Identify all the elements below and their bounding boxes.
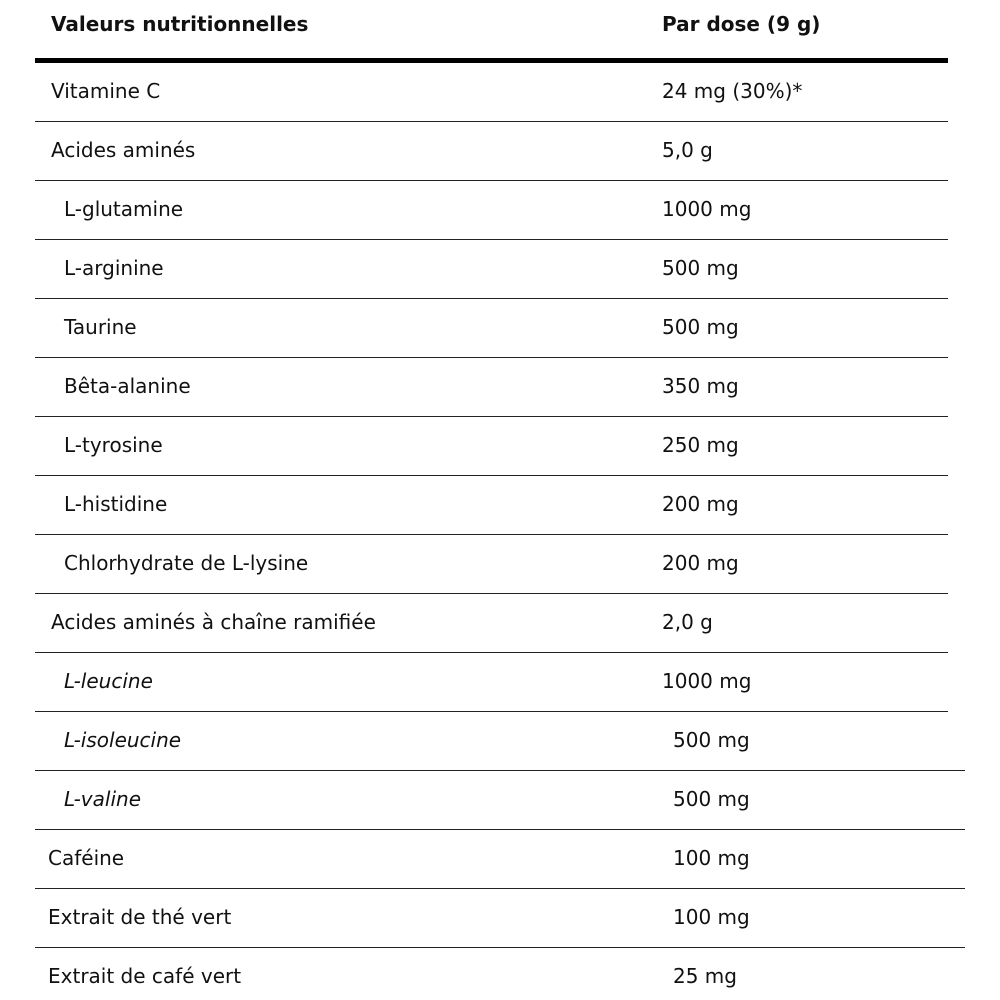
table-row [35, 948, 965, 1000]
table-header [35, 0, 948, 63]
row-name: Bêta-alanine [64, 374, 191, 398]
table-row [35, 417, 948, 476]
table-row [35, 889, 965, 948]
row-value: 100 mg [673, 846, 750, 870]
table-row [35, 358, 948, 417]
row-name: L-isoleucine [64, 728, 182, 752]
row-value: 24 mg (30%)* [662, 79, 803, 103]
row-name: Taurine [64, 315, 137, 339]
row-value: 1000 mg [662, 197, 752, 221]
row-value: 500 mg [662, 315, 739, 339]
row-value: 500 mg [673, 728, 750, 752]
row-value: 250 mg [662, 433, 739, 457]
row-name: L-histidine [64, 492, 168, 516]
row-value: 350 mg [662, 374, 739, 398]
row-name: L-leucine [64, 669, 153, 693]
row-name: L-valine [64, 787, 141, 811]
header-name: Valeurs nutritionnelles [51, 12, 309, 36]
table-row [35, 122, 948, 181]
row-value: 1000 mg [662, 669, 752, 693]
table-row [35, 653, 948, 712]
row-name: Chlorhydrate de L-lysine [64, 551, 309, 575]
row-name: L-glutamine [64, 197, 184, 221]
row-value: 25 mg [673, 964, 737, 988]
table-row [35, 63, 948, 122]
header-value: Par dose (9 g) [662, 12, 821, 36]
table-row [35, 771, 965, 830]
row-name: Extrait de thé vert [48, 905, 232, 929]
table-row [35, 712, 965, 771]
row-value: 200 mg [662, 551, 739, 575]
table-row [35, 181, 948, 240]
table-row [35, 594, 948, 653]
row-name: Acides aminés [51, 138, 196, 162]
row-value: 2,0 g [662, 610, 713, 634]
row-value: 5,0 g [662, 138, 713, 162]
table-row [35, 830, 965, 889]
row-value: 500 mg [662, 256, 739, 280]
row-value: 500 mg [673, 787, 750, 811]
table-row [35, 240, 948, 299]
row-name: Extrait de café vert [48, 964, 242, 988]
row-name: Caféine [48, 846, 125, 870]
row-value: 100 mg [673, 905, 750, 929]
row-name: Acides aminés à chaîne ramifiée [51, 610, 376, 634]
table-row [35, 476, 948, 535]
row-name: Vitamine C [51, 79, 161, 103]
row-name: L-tyrosine [64, 433, 163, 457]
table-row [35, 299, 948, 358]
row-value: 200 mg [662, 492, 739, 516]
row-name: L-arginine [64, 256, 164, 280]
table-row [35, 535, 948, 594]
